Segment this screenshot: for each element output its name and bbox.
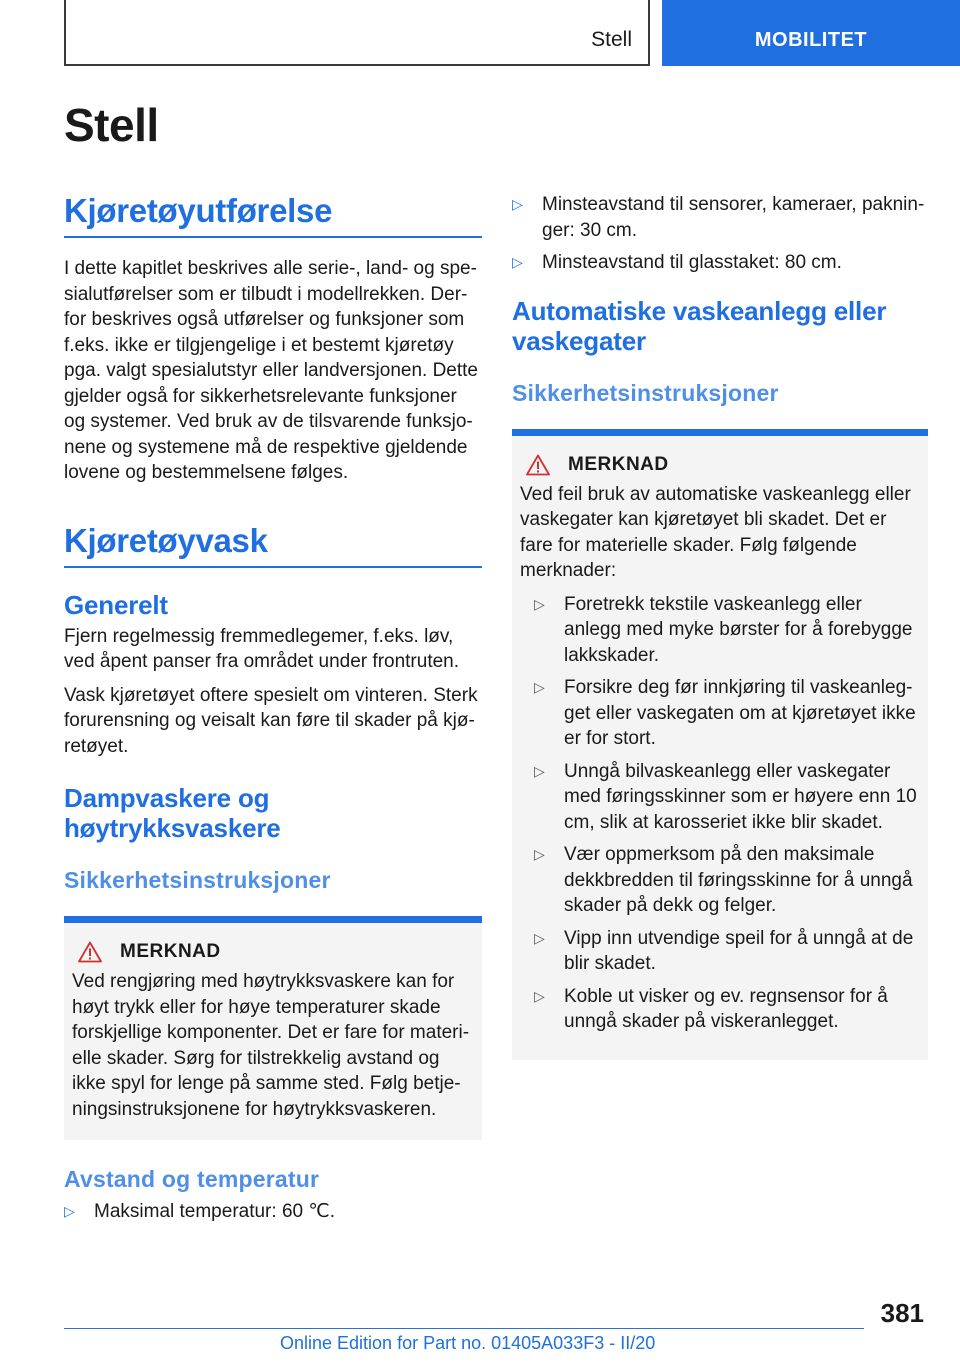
distance-list-left	[64, 1199, 482, 1225]
page-title: Stell	[64, 99, 159, 151]
distance-list-right	[512, 192, 928, 276]
triangle-right-icon: ▷	[512, 254, 523, 270]
list-item	[534, 984, 920, 1035]
list-item-text: Maksimal temperatur: 60 ℃.	[94, 1201, 335, 1222]
heading-vehicle-wash: Kjøretøyvask	[64, 522, 482, 568]
header-chapter-tab[interactable]	[662, 0, 960, 66]
warning-triangle-icon	[78, 941, 102, 963]
triangle-right-icon: ▷	[534, 762, 545, 779]
list-item-text: Koble ut visker og ev. regnsensor for å unngå skader på viskeranlegget.	[564, 985, 888, 1032]
list-item	[64, 1199, 482, 1225]
triangle-right-icon: ▷	[534, 987, 545, 1004]
footer-edition-link[interactable]: Online Edition for Part no. 01405A033F3 - II/20	[280, 1333, 656, 1353]
general-paragraph-1: Fjern regelmessig fremmedlegemer, f.eks. løv, ved åpent panser fra området under frontruten.	[64, 625, 460, 672]
heading-steam-cleaners: Dampvaskere og høytrykksvaskere	[64, 783, 281, 843]
vehicle-version-text: I dette kapitlet beskrives alle serie-, land- og spesialutførelser som er tilbudt i modellrekken. Derfor beskrives også utførelser og funksjoner som f.eks. ikke er tilgjengelige i et bestemt kjøretøy pga. valgt spesialutstyr eller landversjonen. Dette gjelder også for sikkerhetsrelevante funksjoner og systemer. Ved bruk av de tilsvarende funksjonene og systemene må de respektive gjeldende lovene og bestemmelsene følges.	[64, 258, 479, 483]
triangle-right-icon: ▷	[512, 196, 523, 212]
list-item	[534, 592, 920, 669]
list-item-text: Vipp inn utvendige speil for å unngå at de blir skadet.	[564, 927, 914, 974]
note-title: MERKNAD	[120, 941, 221, 962]
list-item-text: Vær oppmerksom på den maksimale dekkbredden til føringsskinne for å unngå skader på dekk og felger.	[564, 844, 913, 916]
list-item	[534, 842, 920, 919]
right-column	[512, 192, 928, 1060]
triangle-right-icon: ▷	[534, 929, 545, 946]
list-item-text: Unngå bilvaskeanlegg eller vaskegater med føringsskinner som er høyere enn 10 cm, slik at karosseriet ikke blir skadet.	[564, 760, 917, 833]
heading-general: Generelt	[64, 589, 168, 620]
list-item-text: Foretrekk tekstile vaskeanlegg eller anlegg med myke børster for å forebygge lakkskader.	[564, 593, 913, 666]
triangle-right-icon: ▷	[534, 595, 545, 612]
list-item	[512, 192, 928, 243]
header-chapter-label: MOBILITET	[754, 29, 868, 51]
warning-triangle-icon	[526, 454, 550, 476]
list-item	[512, 250, 928, 276]
triangle-right-icon: ▷	[534, 846, 545, 862]
heading-vehicle-version: Kjøretøyutførelse	[64, 192, 482, 238]
general-paragraph-2: Vask kjøretøyet oftere spesielt om vinteren. Sterk forurensning og veisalt kan føre til skader på kjøretøyet.	[64, 684, 478, 757]
note-text: Ved rengjøring med høytrykksvaskere kan for høyt trykk eller for høye temperaturer skade forskjellige komponenter. Det er fare for materielle skader. Sørg for tilstrekkelig avstand og ikke spyl for lenge på samme sted. Følg betjeningsinstruksjonene for høytrykksvaskeren.	[72, 971, 470, 1120]
note-header	[520, 454, 920, 476]
header-section-box	[64, 0, 650, 66]
page-number: 381	[880, 1298, 924, 1328]
footer-divider	[64, 1328, 864, 1329]
list-item	[534, 926, 920, 977]
triangle-right-icon: ▷	[64, 1203, 75, 1219]
triangle-right-icon: ▷	[534, 679, 545, 695]
heading-safety-right: Sikkerhetsinstruksjoner	[512, 379, 779, 406]
note-text: Ved feil bruk av automatiske vaskeanlegg eller vaskegater kan kjøretøyet bli skadet. Det er fare for materielle skader. Følg følgende merknader:	[520, 483, 911, 581]
heading-automatic-car-wash: Automatiske vaskeanlegg eller vaskegater	[512, 295, 887, 356]
note-list	[520, 592, 920, 1035]
list-item-text: Minsteavstand til sensorer, kameraer, pakninger: 30 cm.	[542, 194, 925, 241]
heading-distance-temperature: Avstand og temperatur	[64, 1166, 320, 1192]
header-section-label: Stell	[591, 28, 632, 51]
heading-safety-left: Sikkerhetsinstruksjoner	[64, 867, 331, 893]
left-column	[64, 192, 482, 1232]
note-header	[72, 941, 474, 963]
list-item-text: Forsikre deg før innkjøring til vaskeanlegget eller vaskegaten om at kjøretøyet ikke er for stort.	[564, 677, 916, 749]
note-title: MERKNAD	[568, 453, 669, 475]
list-item	[534, 759, 920, 836]
list-item-text: Minsteavstand til glasstaket: 80 cm.	[542, 252, 842, 273]
list-item	[534, 675, 920, 752]
note-box-car-wash	[512, 429, 928, 1060]
note-box-steam	[64, 916, 482, 1140]
